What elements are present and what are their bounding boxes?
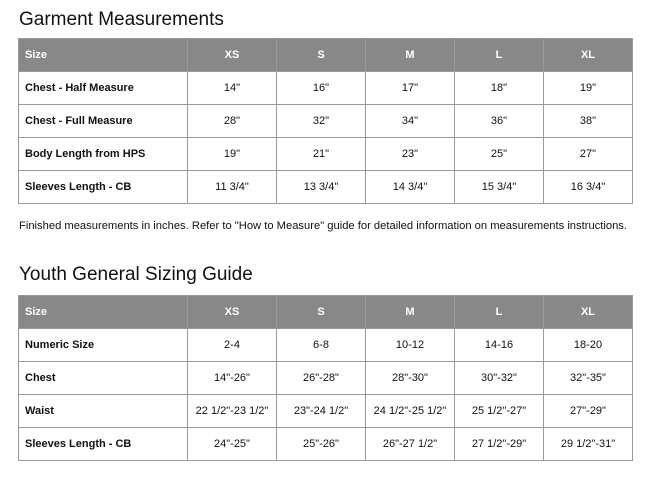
table-cell: 18" (455, 72, 544, 105)
table-cell: 25 1/2"-27" (455, 395, 544, 428)
table-row (19, 138, 633, 171)
table-cell: 18-20 (544, 329, 633, 362)
table-cell: 14-16 (455, 329, 544, 362)
table-cell: 2-4 (188, 329, 277, 362)
table-cell: 25" (455, 138, 544, 171)
table-cell: 30"-32" (455, 362, 544, 395)
row-label: Numeric Size (19, 329, 188, 362)
table-cell: 28" (188, 105, 277, 138)
row-label: Sleeves Length - CB (19, 171, 188, 204)
column-header: XL (544, 39, 633, 72)
table-cell: 19" (188, 138, 277, 171)
row-label: Sleeves Length - CB (19, 428, 188, 461)
column-header: Size (19, 296, 188, 329)
table-cell: 26"-28" (277, 362, 366, 395)
column-header: S (277, 39, 366, 72)
table-cell: 32" (277, 105, 366, 138)
column-header: L (455, 296, 544, 329)
table-cell: 32"-35" (544, 362, 633, 395)
table-row (19, 72, 633, 105)
table-header-row (19, 296, 633, 329)
table-cell: 17" (366, 72, 455, 105)
table-cell: 36" (455, 105, 544, 138)
table-cell: 25"-26" (277, 428, 366, 461)
table-cell: 14"-26" (188, 362, 277, 395)
table-row (19, 171, 633, 204)
row-label: Chest (19, 362, 188, 395)
table-cell: 27" (544, 138, 633, 171)
table-row (19, 428, 633, 461)
youth-sizing-title: Youth General Sizing Guide (19, 264, 253, 285)
table-row (19, 362, 633, 395)
column-header: XL (544, 296, 633, 329)
table-cell: 28"-30" (366, 362, 455, 395)
table-cell: 19" (544, 72, 633, 105)
table-cell: 26"-27 1/2" (366, 428, 455, 461)
table-cell: 27 1/2"-29" (455, 428, 544, 461)
table-cell: 13 3/4" (277, 171, 366, 204)
row-label: Chest - Full Measure (19, 105, 188, 138)
column-header: S (277, 296, 366, 329)
youth-sizing-table (18, 295, 633, 461)
table-cell: 14" (188, 72, 277, 105)
table-cell: 38" (544, 105, 633, 138)
table-cell: 14 3/4" (366, 171, 455, 204)
garment-measurements-table (18, 38, 633, 204)
table-cell: 23" (366, 138, 455, 171)
measurement-note: Finished measurements in inches. Refer to "How to Measure" guide for detailed information on measurements instructions. (19, 220, 628, 232)
table-cell: 21" (277, 138, 366, 171)
table-cell: 27"-29" (544, 395, 633, 428)
column-header: M (366, 39, 455, 72)
column-header: M (366, 296, 455, 329)
table-cell: 6-8 (277, 329, 366, 362)
table-row (19, 329, 633, 362)
column-header: L (455, 39, 544, 72)
table-row (19, 395, 633, 428)
row-label: Body Length from HPS (19, 138, 188, 171)
column-header: XS (188, 296, 277, 329)
table-cell: 10-12 (366, 329, 455, 362)
table-cell: 23"-24 1/2" (277, 395, 366, 428)
table-cell: 11 3/4" (188, 171, 277, 204)
table-cell: 24 1/2"-25 1/2" (366, 395, 455, 428)
table-cell: 16" (277, 72, 366, 105)
table-cell: 22 1/2"-23 1/2" (188, 395, 277, 428)
table-cell: 34" (366, 105, 455, 138)
column-header: Size (19, 39, 188, 72)
row-label: Waist (19, 395, 188, 428)
table-header-row (19, 39, 633, 72)
table-cell: 29 1/2"-31" (544, 428, 633, 461)
row-label: Chest - Half Measure (19, 72, 188, 105)
table-cell: 24"-25" (188, 428, 277, 461)
table-cell: 15 3/4" (455, 171, 544, 204)
table-cell: 16 3/4" (544, 171, 633, 204)
table-row (19, 105, 633, 138)
column-header: XS (188, 39, 277, 72)
garment-measurements-title: Garment Measurements (19, 9, 224, 30)
